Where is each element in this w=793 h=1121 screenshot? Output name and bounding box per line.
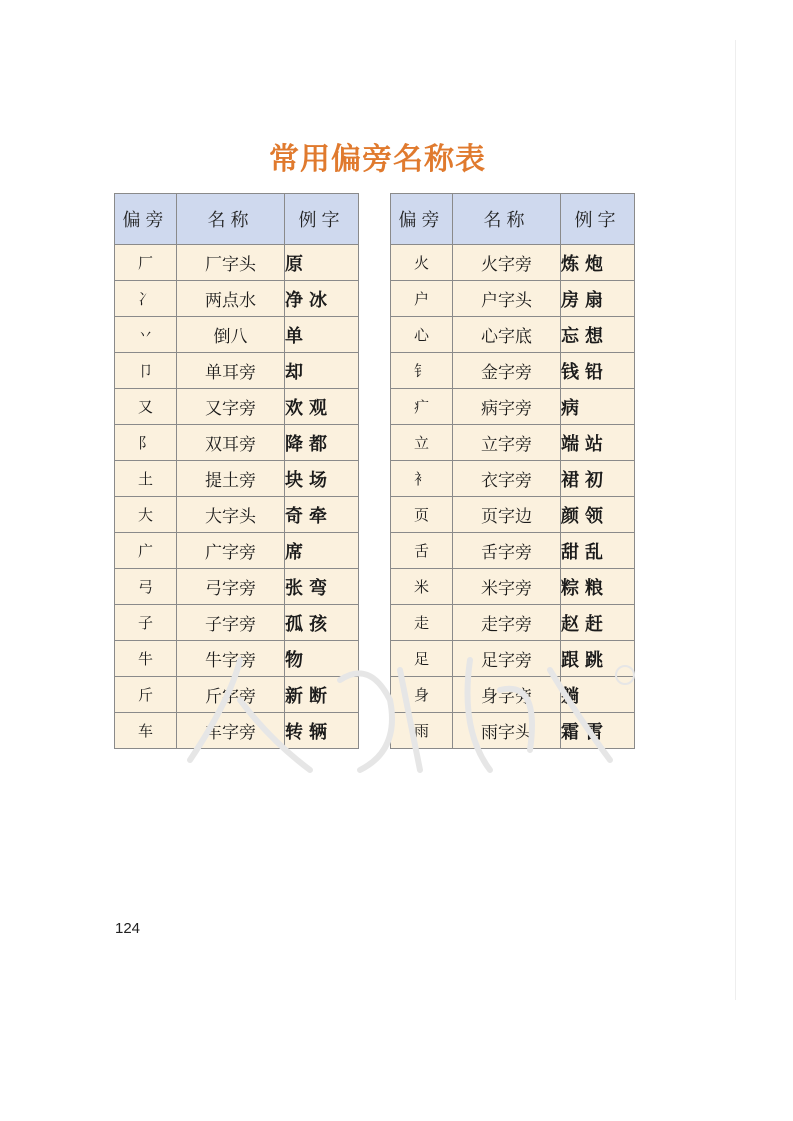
example-chars-cell: 端站 (561, 425, 635, 461)
radical-name-cell: 身字旁 (453, 677, 561, 713)
example-chars-cell: 病 (561, 389, 635, 425)
example-chars-cell: 新断 (285, 677, 359, 713)
table-row (115, 425, 359, 461)
radical-cell: 斤 (115, 677, 177, 713)
example-chars-cell: 跟跳 (561, 641, 635, 677)
radical-cell: 弓 (115, 569, 177, 605)
table-row (391, 677, 635, 713)
example-chars-cell: 欢观 (285, 389, 359, 425)
table-row (391, 353, 635, 389)
radical-name-cell: 立字旁 (453, 425, 561, 461)
radical-name-cell: 雨字头 (453, 713, 561, 749)
header-radical: 偏旁 (115, 194, 177, 245)
radical-cell: 卩 (115, 353, 177, 389)
table-row (115, 533, 359, 569)
example-chars-cell: 忘想 (561, 317, 635, 353)
table-row (115, 461, 359, 497)
radical-cell: 冫 (115, 281, 177, 317)
radical-name-cell: 户字头 (453, 281, 561, 317)
radical-cell: 大 (115, 497, 177, 533)
radical-cell: 舌 (391, 533, 453, 569)
page-title: 常用偏旁名称表 (269, 142, 486, 178)
radical-name-cell: 走字旁 (453, 605, 561, 641)
table-row (115, 569, 359, 605)
table-row (391, 317, 635, 353)
table-row (115, 605, 359, 641)
example-chars-cell: 炼炮 (561, 245, 635, 281)
radical-cell: 身 (391, 677, 453, 713)
table-row (115, 713, 359, 749)
radical-name-cell: 单耳旁 (177, 353, 285, 389)
radical-cell: 户 (391, 281, 453, 317)
radical-cell: 钅 (391, 353, 453, 389)
example-chars-cell: 霜雷 (561, 713, 635, 749)
example-chars-cell: 孤孩 (285, 605, 359, 641)
radical-cell: 又 (115, 389, 177, 425)
example-chars-cell: 单 (285, 317, 359, 353)
radical-name-cell: 倒八 (177, 317, 285, 353)
example-chars-cell: 躺 (561, 677, 635, 713)
header-name: 名称 (453, 194, 561, 245)
table-row (391, 389, 635, 425)
radical-cell: 车 (115, 713, 177, 749)
table-row (115, 353, 359, 389)
table-row (115, 281, 359, 317)
header-examples: 例字 (285, 194, 359, 245)
header-radical: 偏旁 (391, 194, 453, 245)
radical-name-cell: 金字旁 (453, 353, 561, 389)
radical-cell: 衤 (391, 461, 453, 497)
table-row (391, 713, 635, 749)
table-header-row (115, 194, 359, 245)
radical-name-cell: 衣字旁 (453, 461, 561, 497)
radical-name-cell: 广字旁 (177, 533, 285, 569)
radical-cell: 丷 (115, 317, 177, 353)
radical-name-cell: 大字头 (177, 497, 285, 533)
page-number: 124 (115, 920, 141, 937)
table-row (115, 677, 359, 713)
radical-cell: 广 (115, 533, 177, 569)
radical-cell: 立 (391, 425, 453, 461)
table-row (115, 389, 359, 425)
radical-cell: 土 (115, 461, 177, 497)
radical-cell: 厂 (115, 245, 177, 281)
example-chars-cell: 却 (285, 353, 359, 389)
radical-cell: 页 (391, 497, 453, 533)
example-chars-cell: 块场 (285, 461, 359, 497)
radical-cell: 雨 (391, 713, 453, 749)
radical-name-cell: 车字旁 (177, 713, 285, 749)
header-examples: 例字 (561, 194, 635, 245)
radical-cell: 心 (391, 317, 453, 353)
radical-cell: 火 (391, 245, 453, 281)
radical-name-cell: 病字旁 (453, 389, 561, 425)
table-row (391, 569, 635, 605)
radical-name-cell: 双耳旁 (177, 425, 285, 461)
example-chars-cell: 房扇 (561, 281, 635, 317)
header-name: 名称 (177, 194, 285, 245)
radical-name-cell: 舌字旁 (453, 533, 561, 569)
example-chars-cell: 原 (285, 245, 359, 281)
table-row (391, 281, 635, 317)
example-chars-cell: 钱铅 (561, 353, 635, 389)
radical-cell: 足 (391, 641, 453, 677)
example-chars-cell: 粽粮 (561, 569, 635, 605)
radical-cell: 子 (115, 605, 177, 641)
example-chars-cell: 张弯 (285, 569, 359, 605)
example-chars-cell: 颜领 (561, 497, 635, 533)
radical-name-cell: 提土旁 (177, 461, 285, 497)
example-chars-cell: 奇牵 (285, 497, 359, 533)
radical-table-left (114, 193, 359, 749)
table-row (391, 497, 635, 533)
table-row (115, 641, 359, 677)
radical-name-cell: 弓字旁 (177, 569, 285, 605)
example-chars-cell: 降都 (285, 425, 359, 461)
radical-cell: 米 (391, 569, 453, 605)
radical-name-cell: 两点水 (177, 281, 285, 317)
table-row (391, 461, 635, 497)
table-row (391, 641, 635, 677)
radical-name-cell: 页字边 (453, 497, 561, 533)
radical-name-cell: 心字底 (453, 317, 561, 353)
table-header-row (391, 194, 635, 245)
example-chars-cell: 甜乱 (561, 533, 635, 569)
table-row (391, 425, 635, 461)
radical-cell: 阝 (115, 425, 177, 461)
example-chars-cell: 裙初 (561, 461, 635, 497)
table-row (391, 533, 635, 569)
table-row (115, 317, 359, 353)
radical-name-cell: 斤字旁 (177, 677, 285, 713)
radical-name-cell: 牛字旁 (177, 641, 285, 677)
table-row (115, 245, 359, 281)
table-row (391, 605, 635, 641)
radical-table-right (390, 193, 635, 749)
page-edge-line (735, 40, 736, 1000)
example-chars-cell: 赵赶 (561, 605, 635, 641)
radical-cell: 走 (391, 605, 453, 641)
radical-name-cell: 米字旁 (453, 569, 561, 605)
example-chars-cell: 席 (285, 533, 359, 569)
radical-name-cell: 火字旁 (453, 245, 561, 281)
example-chars-cell: 物 (285, 641, 359, 677)
example-chars-cell: 净冰 (285, 281, 359, 317)
radical-name-cell: 厂字头 (177, 245, 285, 281)
radical-name-cell: 又字旁 (177, 389, 285, 425)
table-row (391, 245, 635, 281)
radical-name-cell: 子字旁 (177, 605, 285, 641)
table-row (115, 497, 359, 533)
radical-name-cell: 足字旁 (453, 641, 561, 677)
example-chars-cell: 转辆 (285, 713, 359, 749)
radical-cell: 牛 (115, 641, 177, 677)
radical-cell: 疒 (391, 389, 453, 425)
